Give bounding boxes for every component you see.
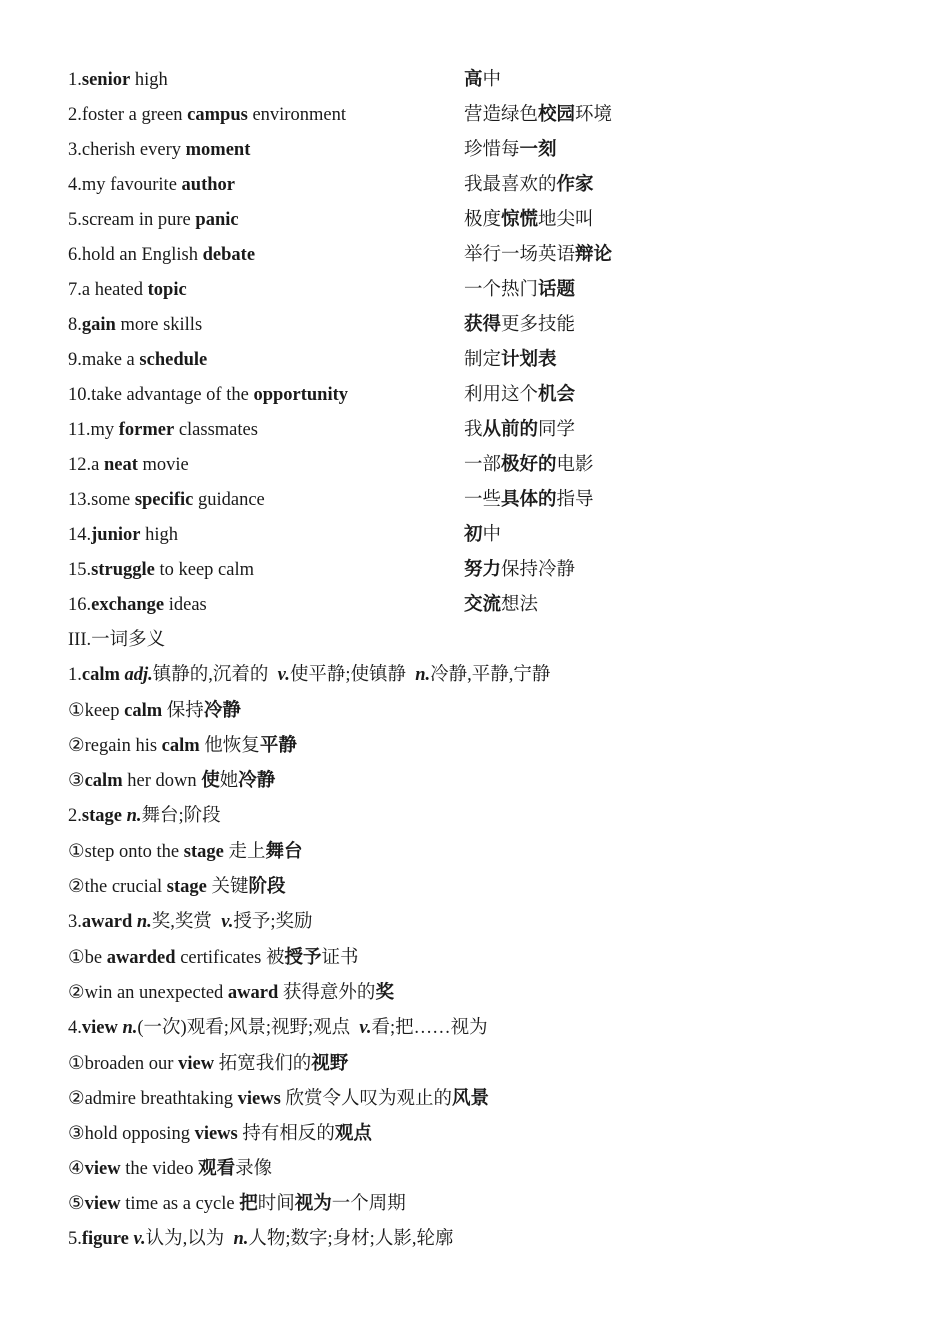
entry-stage	[68, 799, 888, 905]
entry-headword-line: 3.award n.奖,奖赏 v.授予;奖励	[68, 912, 313, 932]
phrase-row: 12.a neat movie 一部极好的电影	[68, 455, 594, 475]
entry-figure	[68, 1222, 888, 1257]
phrase-row: 9.make a schedule 制定计划表	[68, 350, 557, 370]
entry-headword-line: 4.view n.(一次)观看;风景;视野;观点 v.看;把……视为	[68, 1018, 488, 1038]
section-heading: III.一词多义	[68, 630, 166, 650]
document-page	[68, 63, 888, 1257]
phrase-list	[68, 63, 888, 623]
phrase-row: 15.struggle to keep calm 努力保持冷静	[68, 560, 576, 580]
phrase-row: 3.cherish every moment 珍惜每一刻	[68, 140, 557, 160]
entry-headword-line: 5.figure v.认为,以为 n.人物;数字;身材;人影,轮廓	[68, 1229, 454, 1249]
example-line: ②admire breathtaking views 欣赏令人叹为观止的风景	[68, 1089, 489, 1109]
example-line: ①step onto the stage 走上舞台	[68, 842, 303, 862]
entry-headword-line: 2.stage n.舞台;阶段	[68, 806, 221, 826]
entry-award	[68, 905, 888, 1011]
example-line: ②the crucial stage 关键阶段	[68, 877, 286, 897]
example-line: ②win an unexpected award 获得意外的奖	[68, 983, 394, 1003]
phrase-row: 2.foster a green campus environment 营造绿色校园环境	[68, 105, 613, 125]
phrase-row: 8.gain more skills 获得更多技能	[68, 315, 576, 335]
example-line: ③calm her down 使她冷静	[68, 771, 276, 791]
example-line: ①be awarded certificates 被授予证书	[68, 948, 359, 968]
phrase-row: 11.my former classmates 我从前的同学	[68, 420, 576, 440]
phrase-row: 5.scream in pure panic 极度惊慌地尖叫	[68, 210, 594, 230]
phrase-row: 6.hold an English debate 举行一场英语辩论	[68, 245, 613, 265]
phrase-row: 4.my favourite author 我最喜欢的作家	[68, 175, 594, 195]
example-line: ①broaden our view 拓宽我们的视野	[68, 1054, 349, 1074]
entry-headword-line: 1.calm adj.镇静的,沉着的 v.使平静;使镇静 n.冷静,平静,宁静	[68, 665, 551, 685]
phrase-row: 14.junior high 初中	[68, 525, 502, 545]
example-line: ③hold opposing views 持有相反的观点	[68, 1124, 372, 1144]
entry-view	[68, 1011, 888, 1222]
phrase-row: 1.senior high 高中	[68, 70, 502, 90]
example-line: ④view the video 观看录像	[68, 1159, 273, 1179]
example-line: ⑤view time as a cycle 把时间视为一个周期	[68, 1194, 406, 1214]
phrase-row: 7.a heated topic 一个热门话题	[68, 280, 576, 300]
phrase-row: 10.take advantage of the opportunity 利用这个机会	[68, 385, 576, 405]
phrase-row: 16.exchange ideas 交流想法	[68, 595, 539, 615]
example-line: ②regain his calm 他恢复平静	[68, 736, 297, 756]
entry-calm	[68, 658, 888, 799]
phrase-row: 13.some specific guidance 一些具体的指导	[68, 490, 594, 510]
example-line: ①keep calm 保持冷静	[68, 701, 241, 721]
